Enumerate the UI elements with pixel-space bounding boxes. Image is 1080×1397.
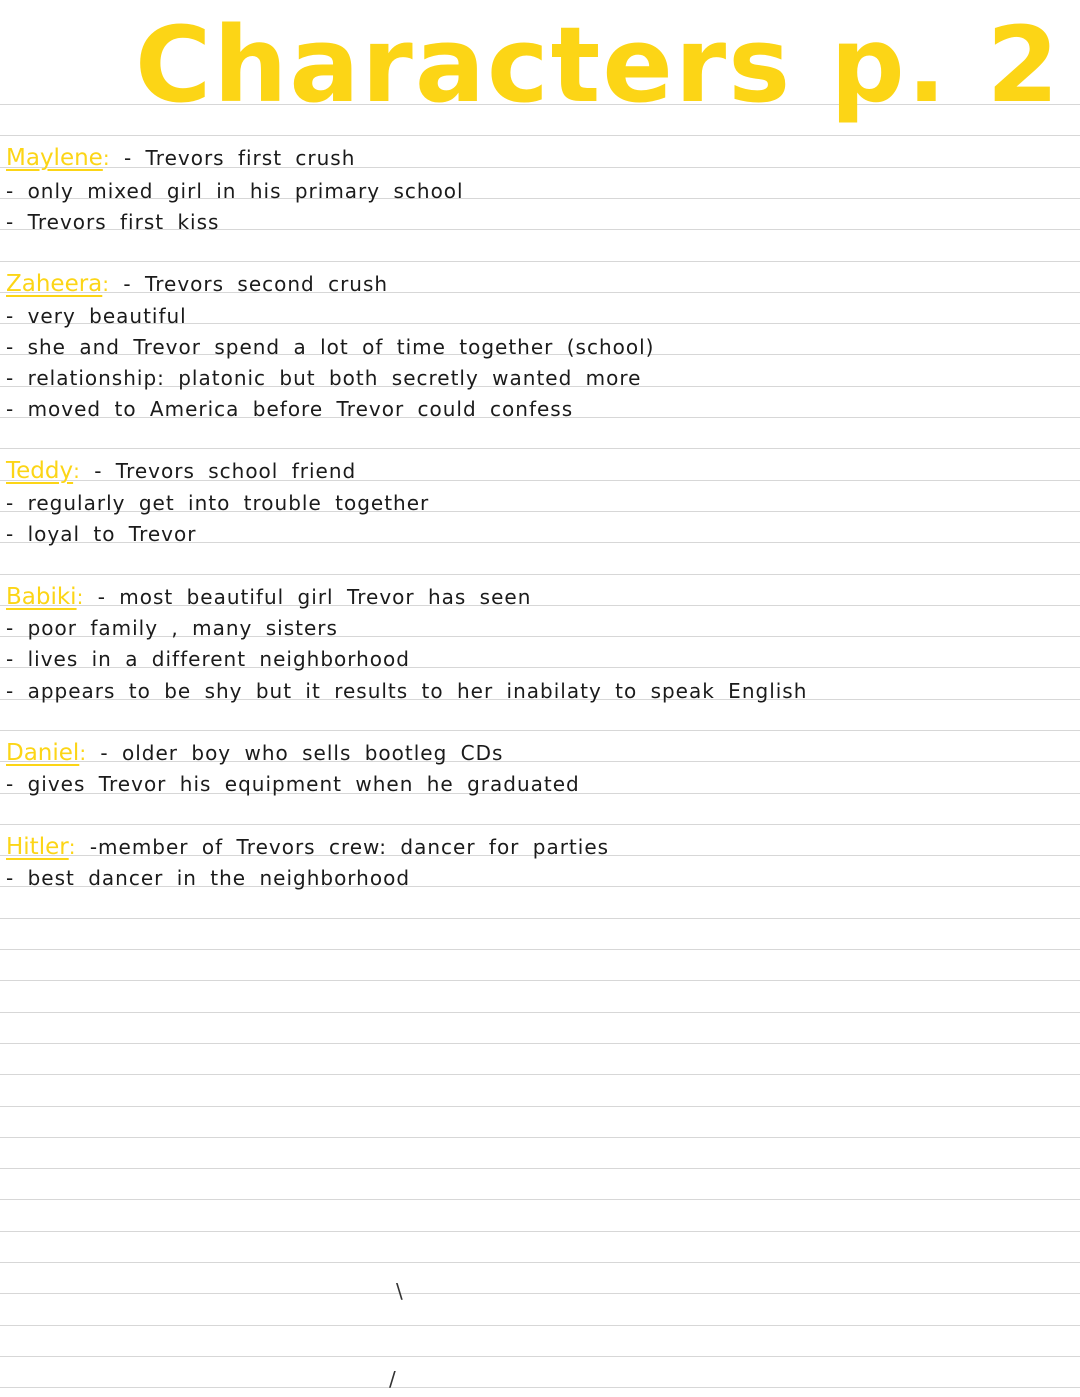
ruled-line [0,730,1080,731]
character-description: - Trevors second crush [123,272,389,296]
character-line: Babiki: - most beautiful girl Trevor has seen [6,584,532,610]
character-detail: - she and Trevor spend a lot of time together (school) [6,335,655,359]
character-description: - older boy who sells bootleg CDs [100,741,504,765]
character-name: Babiki [6,584,77,610]
ruled-line [0,135,1080,136]
ruled-line [0,1074,1080,1075]
character-detail: - very beautiful [6,304,187,328]
ruled-line [0,1293,1080,1294]
ruled-line [0,980,1080,981]
character-detail: - loyal to Trevor [6,522,197,546]
ruled-line [0,448,1080,449]
character-detail: - moved to America before Trevor could confess [6,397,574,421]
character-detail: - gives Trevor his equipment when he graduated [6,772,580,796]
character-line: Zaheera: - Trevors second crush [6,271,389,297]
ruled-line [0,824,1080,825]
character-line: Hitler: -member of Trevors crew: dancer for parties [6,834,610,860]
character-detail: - best dancer in the neighborhood [6,866,411,890]
page-title: Characters p. 2 [135,4,1061,126]
ruled-line [0,1012,1080,1013]
stray-mark: \ [396,1279,403,1303]
character-name: Maylene [6,145,103,171]
character-description: - Trevors school friend [94,459,357,483]
ruled-line [0,1325,1080,1326]
ruled-line [0,1106,1080,1107]
character-name: Hitler [6,834,69,860]
character-detail: - appears to be shy but it results to her inabilaty to speak English [6,679,808,703]
ruled-line [0,1356,1080,1357]
character-name: Teddy [6,458,74,484]
character-description: -member of Trevors crew: dancer for parties [89,835,610,859]
character-name: Daniel [6,740,80,766]
ruled-line [0,1199,1080,1200]
character-detail: - regularly get into trouble together [6,491,430,515]
character-line: Daniel: - older boy who sells bootleg CDs [6,740,504,766]
character-detail: - lives in a different neighborhood [6,647,410,671]
character-detail: - poor family , many sisters [6,616,338,640]
character-line: Teddy: - Trevors school friend [6,458,357,484]
ruled-line [0,574,1080,575]
ruled-line [0,1043,1080,1044]
character-description: - Trevors first crush [123,146,356,170]
ruled-line [0,1137,1080,1138]
ruled-line [0,949,1080,950]
ruled-line [0,918,1080,919]
character-detail: - relationship: platonic but both secretly wanted more [6,366,642,390]
stray-mark: / [389,1367,396,1391]
character-detail: - Trevors first kiss [6,210,220,234]
ruled-line [0,1387,1080,1388]
character-name: Zaheera [6,271,103,297]
ruled-line [0,261,1080,262]
ruled-line [0,1262,1080,1263]
ruled-line [0,1168,1080,1169]
character-line: Maylene: - Trevors first crush [6,145,356,171]
ruled-line [0,1231,1080,1232]
character-description: - most beautiful girl Trevor has seen [97,585,532,609]
character-detail: - only mixed girl in his primary school [6,179,464,203]
